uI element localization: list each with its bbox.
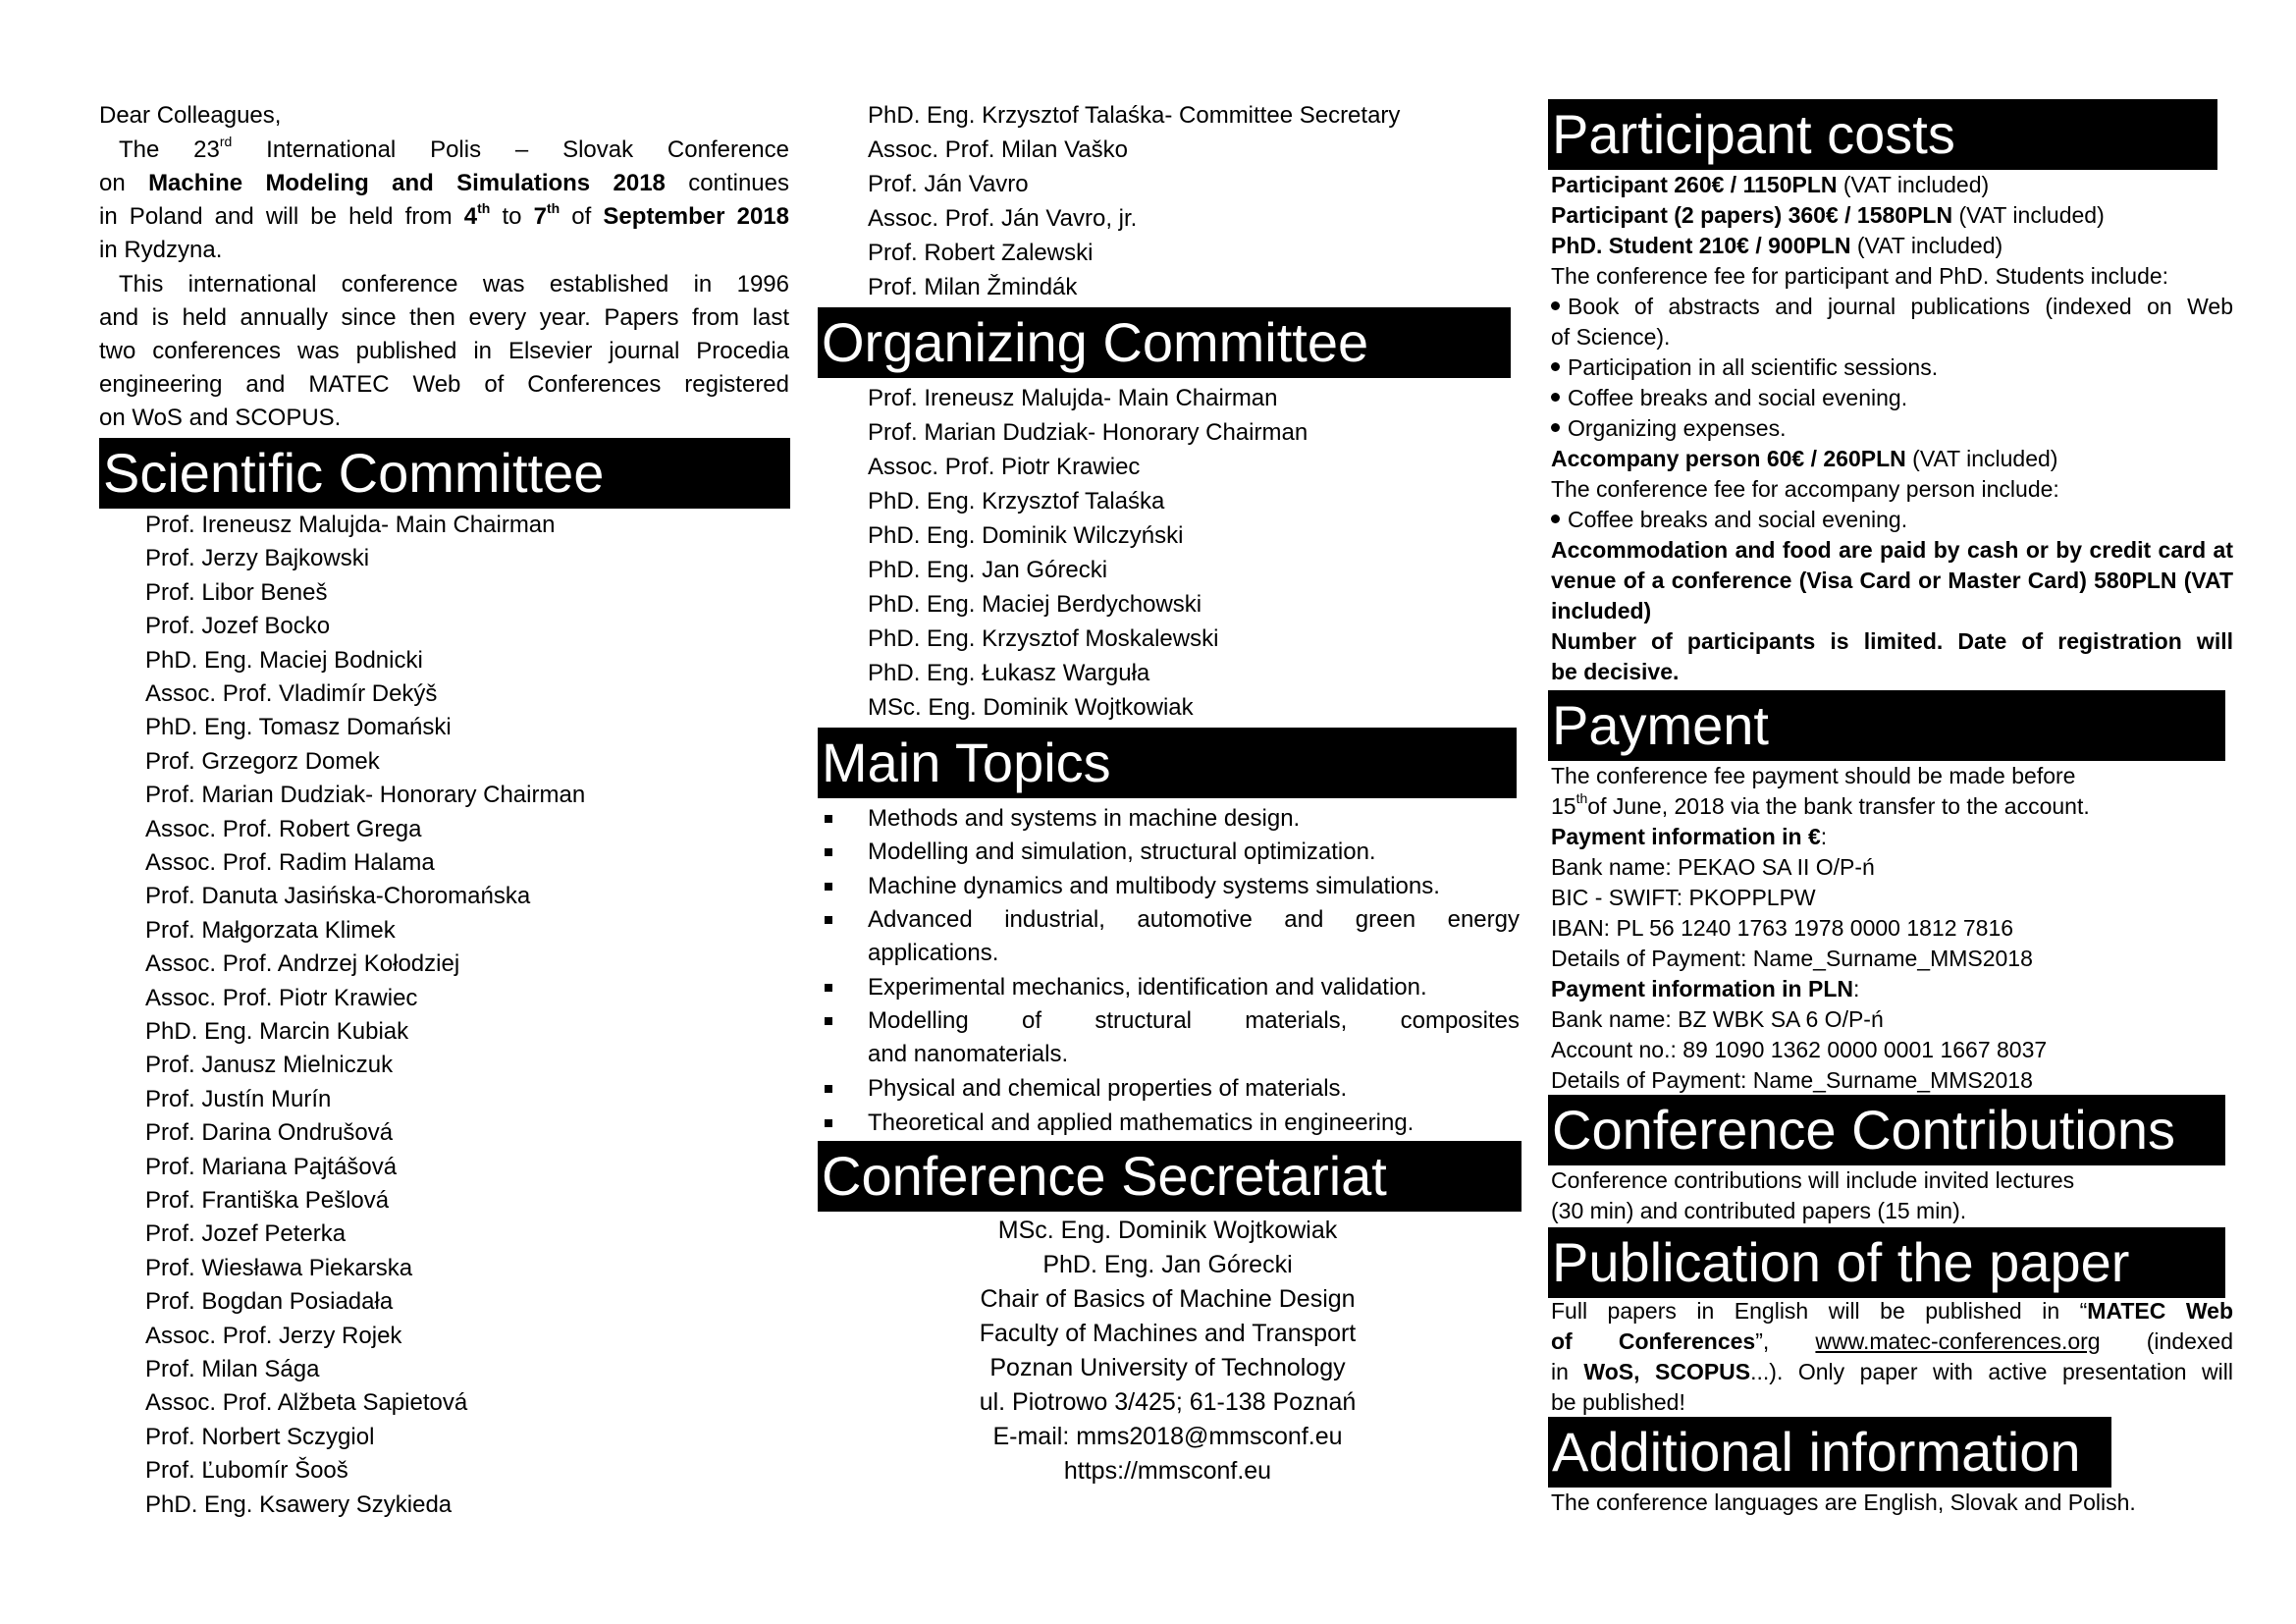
topic-text: Methods and systems in machine design. <box>868 805 1301 832</box>
greeting: Dear Colleagues, <box>99 102 282 129</box>
payment-pln-account: Account no.: 89 1090 1362 0000 0001 1667 8037 <box>1551 1037 2048 1062</box>
intro-text: International Polis – Slovak Conference <box>266 136 789 163</box>
committee-member: PhD. Eng. Maciej Berdychowski <box>868 591 1202 618</box>
committee-member: Assoc. Prof. Piotr Krawiec <box>868 454 1141 480</box>
secretariat-line: Chair of Basics of Machine Design <box>980 1285 1356 1313</box>
topic-item <box>825 870 1520 903</box>
languages-text: The conference languages are English, Slovak and Polish. <box>1551 1489 2136 1515</box>
matec-link[interactable]: www.matec-conferences.org <box>1815 1328 2101 1354</box>
committee-member: Prof. Františka Pešlová <box>145 1187 390 1214</box>
topic-item <box>825 1004 1520 1071</box>
secretariat-line: MSc. Eng. Dominik Wojtkowiak <box>997 1217 1338 1244</box>
contributions-text: Conference contributions will include invited lectures <box>1551 1167 2075 1193</box>
accompany-include-text: The conference fee for accompany person include: <box>1551 476 2059 502</box>
topic-item <box>825 971 1520 1004</box>
payment-eur-details: Details of Payment: Name_Surname_MMS2018 <box>1551 946 2033 971</box>
publication-text: of Conferences”, www.matec-conferences.org (indexed <box>1551 1328 2233 1354</box>
committee-member: Prof. Milan Sága <box>145 1356 320 1382</box>
committee-member: Assoc. Prof. Jerzy Rojek <box>145 1322 402 1349</box>
contributions-text: (30 min) and contributed papers (15 min). <box>1551 1198 1967 1223</box>
committee-member: Assoc. Prof. Milan Vaško <box>868 136 1128 163</box>
additional-section <box>1551 1488 2233 1518</box>
payment-eur-heading: Payment information in €: <box>1551 824 1828 849</box>
committee-member: PhD. Eng. Marcin Kubiak <box>145 1018 409 1045</box>
committee-member: Assoc. Prof. Piotr Krawiec <box>145 984 418 1011</box>
conference-secretariat-heading: Conference Secretariat <box>818 1141 1522 1212</box>
committee-member: Assoc. Prof. Robert Grega <box>145 815 422 842</box>
committee-member: PhD. Eng. Ksawery Szykieda <box>145 1490 453 1518</box>
fee-accompany: Accompany person 60€ / 260PLN (VAT included) <box>1551 446 2058 471</box>
bullet-icon <box>1551 301 1560 310</box>
conference-name: Machine Modeling and Simulations 2018 <box>148 170 666 196</box>
intro-paragraph-2: This international conference was established in 1996 and is held annually since then every year. Papers from last two conferences was published in Elsevier journal Procedia engineering and MATEC Web of Conferences registered on WoS and SCOPUS. <box>99 271 789 431</box>
topic-text: Modelling of structural materials, composites <box>868 1007 1520 1035</box>
secretariat-line: Poznan University of Technology <box>989 1354 1346 1381</box>
square-bullet-icon <box>825 1119 832 1127</box>
topic-item <box>825 903 1520 970</box>
topic-text: applications. <box>868 940 999 967</box>
fee-item-abstracts: Book of abstracts and journal publications (indexed on Web <box>1551 292 2233 322</box>
participant-costs-section <box>1551 170 2233 687</box>
contributions-section <box>1551 1165 2233 1226</box>
publication-section <box>1551 1296 2233 1418</box>
committee-member: Prof. Robert Zalewski <box>868 240 1094 266</box>
fee-participant-two-papers: Participant (2 papers) 360€ / 1580PLN (VAT included) <box>1551 202 2105 228</box>
committee-member: Prof. Jerzy Bajkowski <box>145 545 370 572</box>
committee-member: Prof. Libor Beneš <box>145 578 328 606</box>
fee-phd-student: PhD. Student 210€ / 900PLN (VAT included) <box>1551 233 2003 258</box>
participant-costs-heading: Participant costs <box>1548 99 2217 170</box>
accommodation-note: Accommodation and food are paid by cash or by credit card at <box>1551 537 2233 563</box>
intro-text: in Rydzyna. <box>99 237 223 263</box>
committee-member: PhD. Eng. Krzysztof Moskalewski <box>868 625 1219 652</box>
fee-participant: Participant 260€ / 1150PLN (VAT included) <box>1551 172 1990 197</box>
fee-item-abstracts-cont: of Science). <box>1551 324 1671 350</box>
payment-eur-iban: IBAN: PL 56 1240 1763 1978 0000 1812 7816 <box>1551 915 2014 941</box>
fee-include-text: The conference fee for participant and PhD. Students include: <box>1551 263 2169 289</box>
committee-member: Prof. Norbert Sczygiol <box>145 1423 375 1450</box>
topic-text: and nanomaterials. <box>868 1041 1069 1068</box>
participants-limit-note: Number of participants is limited. Date of registration will <box>1551 628 2233 654</box>
topic-text: Theoretical and applied mathematics in engineering. <box>868 1109 1415 1136</box>
committee-member: Prof. Bogdan Posiadała <box>145 1288 394 1316</box>
committee-member: PhD. Eng. Maciej Bodnicki <box>145 646 423 674</box>
committee-member: Prof. Jozef Peterka <box>145 1220 347 1248</box>
bullet-icon <box>1551 393 1560 402</box>
date-end: 7th <box>533 200 561 230</box>
intro-text: The 23rd <box>119 134 233 163</box>
publication-text: be published! <box>1551 1389 1685 1415</box>
accommodation-note: venue of a conference (Visa Card or Master Card) 580PLN (VAT <box>1551 568 2233 593</box>
additional-information-heading: Additional information <box>1548 1417 2111 1488</box>
publication-text: in WoS, SCOPUS...). Only paper with active presentation will <box>1551 1359 2233 1384</box>
intro-text: continues <box>688 170 789 196</box>
committee-member: Prof. Janusz Mielniczuk <box>145 1052 394 1079</box>
payment-eur-bank: Bank name: PEKAO SA II O/P-ń <box>1551 854 1875 880</box>
committee-member: MSc. Eng. Dominik Wojtkowiak <box>868 694 1194 721</box>
conference-contributions-heading: Conference Contributions <box>1548 1095 2225 1165</box>
organizing-committee-heading: Organizing Committee <box>818 307 1511 378</box>
payment-deadline-text: The conference fee payment should be made before <box>1551 763 2076 788</box>
committee-member: Prof. Małgorzata Klimek <box>145 916 396 944</box>
payment-pln-heading: Payment information in PLN: <box>1551 976 1860 1001</box>
main-topics-heading: Main Topics <box>818 728 1517 798</box>
secretariat-line: PhD. Eng. Jan Górecki <box>1042 1251 1293 1278</box>
intro-text: in Poland and will be held from <box>99 203 453 230</box>
committee-member: PhD. Eng. Dominik Wilczyński <box>868 522 1184 549</box>
committee-member: Prof. Milan Žmindák <box>868 274 1078 300</box>
topic-item <box>825 1107 1520 1140</box>
topic-text: Physical and chemical properties of materials. <box>868 1075 1348 1103</box>
date-month: September 2018 <box>603 203 789 230</box>
topic-item <box>825 802 1520 836</box>
topic-text: Modelling and simulation, structural optimization. <box>868 839 1376 866</box>
committee-member: Prof. Darina Ondrušová <box>145 1119 394 1147</box>
topic-item <box>825 836 1520 869</box>
bullet-icon <box>1551 362 1560 371</box>
payment-eur-bic: BIC - SWIFT: PKOPPLPW <box>1551 885 1816 910</box>
square-bullet-icon <box>825 1017 832 1025</box>
committee-member: PhD. Eng. Krzysztof Talaśka <box>868 488 1165 514</box>
committee-member: Assoc. Prof. Radim Halama <box>145 849 435 876</box>
committee-member: Prof. Ireneusz Malujda- Main Chairman <box>868 385 1278 411</box>
committee-member: Prof. Ján Vavro <box>868 171 1029 197</box>
payment-pln-details: Details of Payment: Name_Surname_MMS2018 <box>1551 1067 2033 1093</box>
payment-section <box>1551 761 2233 1096</box>
square-bullet-icon <box>825 1085 832 1093</box>
topic-text: Advanced industrial, automotive and green energy <box>868 906 1520 934</box>
accompany-item-coffee: Coffee breaks and social evening. <box>1551 505 2233 535</box>
topic-item <box>825 1072 1520 1106</box>
committee-member: PhD. Eng. Tomasz Domański <box>145 714 452 741</box>
payment-heading: Payment <box>1548 690 2225 761</box>
square-bullet-icon <box>825 883 832 891</box>
publication-heading: Publication of the paper <box>1548 1227 2225 1298</box>
committee-member: Prof. Mariana Pajtášová <box>145 1153 398 1180</box>
committee-member: PhD. Eng. Krzysztof Talaśka- Committee Secretary <box>868 102 1401 129</box>
square-bullet-icon <box>825 815 832 823</box>
fee-item-organizing: Organizing expenses. <box>1551 413 2233 444</box>
committee-member: Prof. Grzegorz Domek <box>145 747 380 775</box>
intro-text: on <box>99 170 126 196</box>
bullet-icon <box>1551 423 1560 432</box>
committee-member: Assoc. Prof. Andrzej Kołodziej <box>145 950 460 978</box>
participants-limit-note: be decisive. <box>1551 659 1680 684</box>
secretariat-line: Faculty of Machines and Transport <box>979 1320 1357 1347</box>
fee-item-sessions: Participation in all scientific sessions. <box>1551 352 2233 383</box>
committee-member: Prof. Ireneusz Malujda- Main Chairman <box>145 512 556 538</box>
date-start: 4th <box>463 200 491 230</box>
committee-member: Assoc. Prof. Alžbeta Sapietová <box>145 1389 468 1417</box>
committee-member: Prof. Danuta Jasińska-Choromańska <box>145 883 531 910</box>
committee-member: Prof. Jozef Bocko <box>145 613 331 640</box>
accommodation-note: included) <box>1551 598 1652 623</box>
committee-member: Prof. Marian Dudziak- Honorary Chairman <box>145 782 586 809</box>
square-bullet-icon <box>825 916 832 924</box>
scientific-committee-heading: Scientific Committee <box>99 438 790 509</box>
payment-pln-bank: Bank name: BZ WBK SA 6 O/P-ń <box>1551 1006 1884 1032</box>
square-bullet-icon <box>825 848 832 856</box>
payment-deadline-text: 15thof June, 2018 via the bank transfer to the account. <box>1551 790 2090 819</box>
committee-member: Assoc. Prof. Ján Vavro, jr. <box>868 205 1138 232</box>
topic-text: Machine dynamics and multibody systems simulations. <box>868 872 1440 899</box>
secretariat-line[interactable]: https://mmsconf.eu <box>1063 1457 1272 1485</box>
committee-member: Assoc. Prof. Vladimír Dekýš <box>145 680 438 707</box>
intro-paragraph-1: The 23rd International Polis – Slovak Conference on Machine Modeling and Simulations 2018 continues in Poland and will be held from 4th to 7th of September 2018 in Rydzyna. <box>99 134 789 267</box>
committee-member: Prof. Wiesława Piekarska <box>145 1254 413 1281</box>
committee-member: Prof. Marian Dudziak- Honorary Chairman <box>868 419 1308 446</box>
secretariat-line[interactable]: E-mail: mms2018@mmsconf.eu <box>992 1423 1343 1450</box>
bullet-icon <box>1551 514 1560 523</box>
committee-member: PhD. Eng. Łukasz Warguła <box>868 660 1150 686</box>
committee-member: Prof. Ľubomír Šooš <box>145 1457 348 1485</box>
secretariat-line: ul. Piotrowo 3/425; 61-138 Poznań <box>979 1388 1357 1416</box>
square-bullet-icon <box>825 984 832 992</box>
topic-text: Experimental mechanics, identification and validation. <box>868 974 1427 1001</box>
publication-text: Full papers in English will be published in “MATEC Web <box>1551 1298 2233 1324</box>
committee-member: Prof. Justín Murín <box>145 1085 332 1112</box>
fee-item-coffee: Coffee breaks and social evening. <box>1551 383 2233 413</box>
committee-member: PhD. Eng. Jan Górecki <box>868 557 1108 583</box>
